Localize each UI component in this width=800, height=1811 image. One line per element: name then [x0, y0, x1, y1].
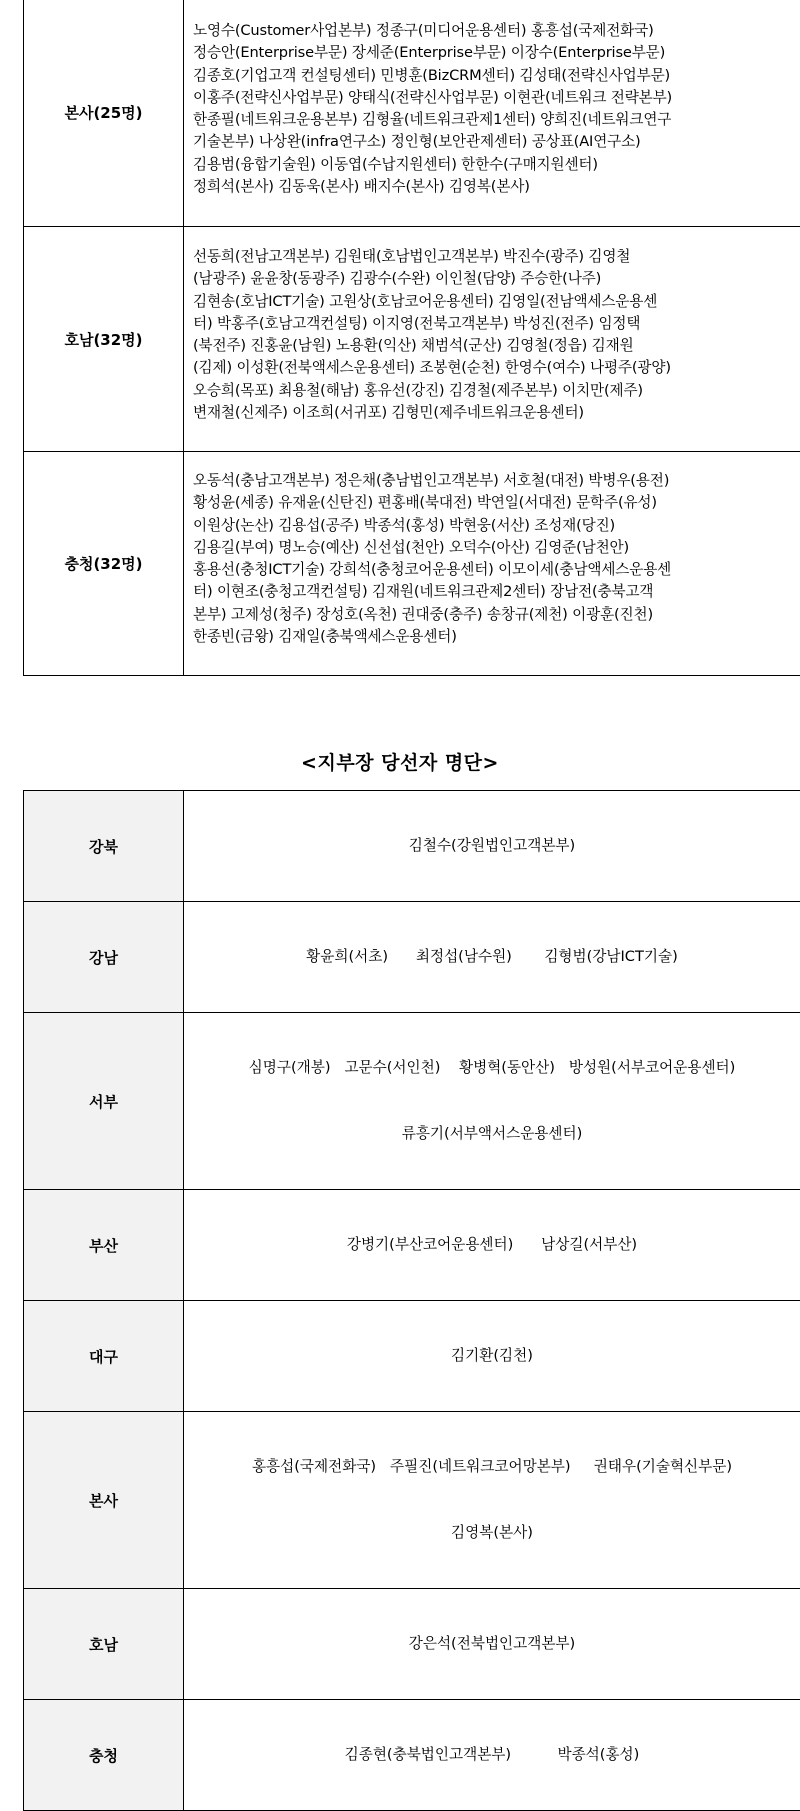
branch-names: [184, 1190, 800, 1301]
branch-label: 강북: [24, 791, 184, 902]
name-line: 홍흥섭(국제전화국) 주필진(네트워크코어망본부) 권태우(기술혁신부문): [188, 1456, 796, 1478]
section-names: [184, 0, 800, 227]
name-line: 오동석(충남고객본부) 정은채(충남법인고객본부) 서호철(대전) 박병우(용전): [193, 470, 800, 492]
branch-names: [184, 1013, 800, 1190]
branch-names: [184, 1700, 800, 1811]
name-line: 김기환(김천): [188, 1345, 796, 1367]
name-line: (북전주) 진홍윤(남원) 노용환(익산) 채범석(군산) 김영철(정읍) 김재원: [193, 335, 800, 357]
name-line: 한종빈(금왕) 김재일(충북액세스운용센터): [193, 626, 800, 648]
name-line: 오승희(목포) 최용철(해남) 홍유선(강진) 김경철(제주본부) 이치만(제주): [193, 380, 800, 402]
name-line: 강은석(전북법인고객본부): [188, 1633, 796, 1655]
name-line: 터) 박홍주(호남고객컨설팅) 이지영(전북고객본부) 박성진(전주) 임정택: [193, 313, 800, 335]
section-row-honam: [24, 227, 800, 452]
branch-label: 강남: [24, 902, 184, 1013]
section-names: [184, 227, 800, 452]
name-line: 변재철(신제주) 이조희(서귀포) 김형민(제주네트워크운용센터): [193, 402, 800, 424]
branch-row-seobu: [24, 1013, 800, 1190]
branch-row-gangbuk: [24, 791, 800, 902]
branch-label: 충청: [24, 1700, 184, 1811]
name-line: 정승안(Enterprise부문) 장세준(Enterprise부문) 이장수(Enterprise부문): [193, 42, 800, 64]
branch-label: 대구: [24, 1301, 184, 1412]
branch-names: [184, 902, 800, 1013]
name-line: 정희석(본사) 김동욱(본사) 배지수(본사) 김영복(본사): [193, 176, 800, 198]
section-label: 호남(32명): [24, 227, 184, 452]
name-line: 황윤희(서초) 최정섭(남수원) 김형범(강남ICT기술): [188, 946, 796, 968]
branch-row-daegu: [24, 1301, 800, 1412]
name-line: 황성윤(세종) 유재윤(신탄진) 편홍배(북대전) 박연일(서대전) 문학주(유성): [193, 492, 800, 514]
branch-names: [184, 791, 800, 902]
name-line: 노영수(Customer사업본부) 정종구(미디어운용센터) 홍흥섭(국제전화국): [193, 20, 800, 42]
name-line: 김현송(호남ICT기술) 고원상(호남코어운용센터) 김영일(전남액세스운용센: [193, 291, 800, 313]
name-line: 김종호(기업고객 컨설팅센터) 민병훈(BizCRM센터) 김성태(전략신사업부문): [193, 65, 800, 87]
name-line: 심명구(개봉) 고문수(서인천) 황병혁(동안산) 방성원(서부코어운용센터): [188, 1057, 796, 1079]
branch-label: 본사: [24, 1412, 184, 1589]
name-line: 본부) 고제성(청주) 장성호(옥천) 권대중(충주) 송창규(제천) 이광훈(진천): [193, 604, 800, 626]
section-label: 본사(25명): [24, 0, 184, 227]
name-line: 이원상(논산) 김용섭(공주) 박종석(홍성) 박현웅(서산) 조성재(당진): [193, 515, 800, 537]
name-line: 이홍주(전략신사업부문) 양태식(전략신사업부문) 이현관(네트워크 전략본부): [193, 87, 800, 109]
section-row-headquarters: [24, 0, 800, 227]
section-row-chungcheong: [24, 452, 800, 676]
name-line: (남광주) 윤윤창(동광주) 김광수(수완) 이인철(담양) 주승한(나주): [193, 268, 800, 290]
name-line: (김제) 이성환(전북액세스운용센터) 조봉현(순천) 한영수(여수) 나평주(광양): [193, 357, 800, 379]
name-line: 김용길(부여) 명노승(예산) 신선섭(천안) 오덕수(아산) 김영준(남천안): [193, 537, 800, 559]
branch-row-honam: [24, 1589, 800, 1700]
name-line: 기술본부) 나상완(infra연구소) 정인형(보안관제센터) 공상표(AI연구소): [193, 131, 800, 153]
branch-label: 호남: [24, 1589, 184, 1700]
name-line: 홍용선(충청ICT기술) 강희석(충청코어운용센터) 이모이세(충남액세스운용센: [193, 559, 800, 581]
branch-title: <지부장 당선자 명단>: [0, 748, 800, 775]
branch-names: [184, 1301, 800, 1412]
name-line: 강병기(부산코어운용센터) 남상길(서부산): [188, 1234, 796, 1256]
branch-row-gangnam: [24, 902, 800, 1013]
branch-names: [184, 1412, 800, 1589]
branch-label: 서부: [24, 1013, 184, 1190]
branch-row-headquarters: [24, 1412, 800, 1589]
member-list-table: [23, 0, 800, 676]
section-names: [184, 452, 800, 676]
name-line: 선동희(전남고객본부) 김원태(호남법인고객본부) 박진수(광주) 김영철: [193, 246, 800, 268]
name-line: 터) 이현조(충청고객컨설팅) 김재원(네트워크관제2센터) 장남전(충북고객: [193, 581, 800, 603]
name-line: 김용범(융합기술원) 이동엽(수납지원센터) 한한수(구매지원센터): [193, 154, 800, 176]
name-line: 류흥기(서부액서스운용센터): [188, 1123, 796, 1145]
branch-row-chungcheong: [24, 1700, 800, 1811]
branch-names: [184, 1589, 800, 1700]
name-line: 김종현(충북법인고객본부) 박종석(홍성): [188, 1744, 796, 1766]
branch-label: 부산: [24, 1190, 184, 1301]
name-line: 김영복(본사): [188, 1522, 796, 1544]
branch-table: [23, 790, 800, 1811]
section-label: 충청(32명): [24, 452, 184, 676]
branch-row-busan: [24, 1190, 800, 1301]
name-line: 김철수(강원법인고객본부): [188, 835, 796, 857]
name-line: 한종필(네트워크운용본부) 김형율(네트워크관제1센터) 양희진(네트워크연구: [193, 109, 800, 131]
